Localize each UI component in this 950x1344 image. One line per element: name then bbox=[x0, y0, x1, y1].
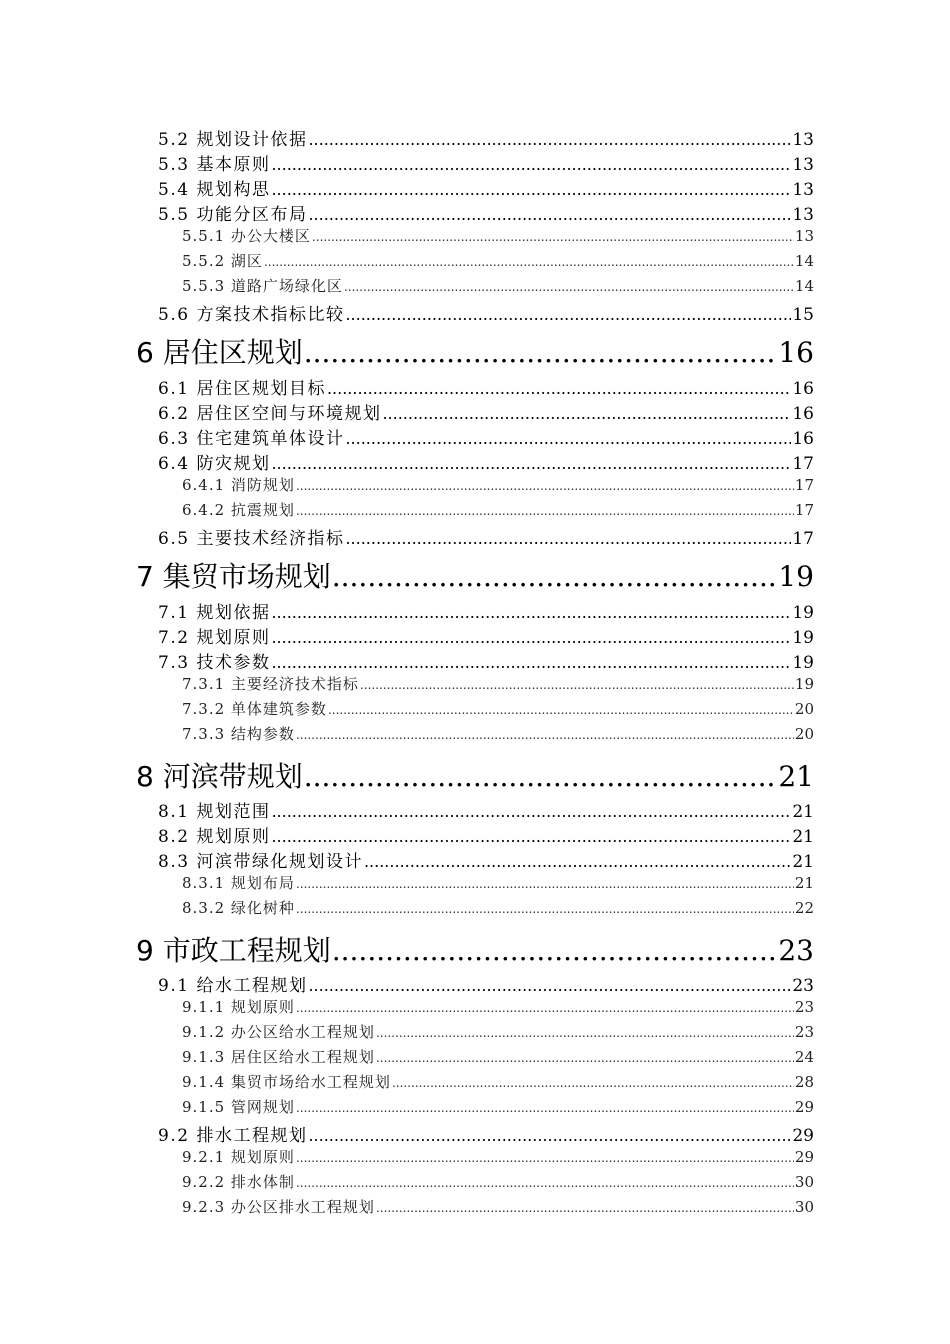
toc-entry-title: 9.2 排水工程规划 bbox=[158, 1126, 308, 1146]
toc-section-entry[interactable] bbox=[158, 175, 814, 199]
toc-dot-leader bbox=[271, 155, 791, 174]
toc-dot-leader bbox=[296, 1151, 794, 1165]
toc-entry-title: 8.3 河滨带绿化规划设计 bbox=[158, 852, 363, 872]
toc-section-entry[interactable] bbox=[158, 300, 814, 324]
toc-dot-leader bbox=[308, 1126, 791, 1145]
toc-section-entry[interactable] bbox=[158, 971, 814, 995]
toc-page-number: 21 bbox=[792, 827, 814, 847]
toc-entry-title: 5.5.3 道路广场绿化区 bbox=[182, 277, 343, 295]
toc-dot-leader bbox=[271, 653, 791, 672]
toc-page-number: 23 bbox=[794, 998, 814, 1016]
toc-page-number: 16 bbox=[778, 336, 814, 369]
toc-page-number: 17 bbox=[794, 501, 814, 519]
toc-page-number: 19 bbox=[794, 675, 814, 693]
toc-entry-title: 6.4.1 消防规划 bbox=[182, 476, 295, 494]
toc-dot-leader bbox=[296, 728, 794, 742]
toc-entry-title: 8 河滨带规划 bbox=[136, 760, 303, 793]
toc-dot-leader bbox=[360, 678, 794, 692]
toc-page-number: 23 bbox=[778, 934, 814, 967]
toc-dot-leader bbox=[345, 429, 791, 448]
toc-subsection-entry[interactable] bbox=[182, 499, 814, 521]
toc-dot-leader bbox=[308, 976, 791, 995]
toc-page-number: 30 bbox=[794, 1198, 814, 1216]
toc-page-number: 28 bbox=[794, 1073, 814, 1091]
toc-dot-leader bbox=[296, 504, 794, 518]
toc-dot-leader bbox=[296, 877, 794, 891]
toc-subsection-entry[interactable] bbox=[182, 1021, 814, 1043]
toc-page-number: 17 bbox=[794, 476, 814, 494]
toc-entry-title: 9.2.1 规划原则 bbox=[182, 1148, 295, 1166]
toc-page-number: 29 bbox=[794, 1148, 814, 1166]
toc-chapter-entry[interactable] bbox=[136, 555, 814, 597]
toc-dot-leader bbox=[296, 1101, 794, 1115]
toc-page-number: 19 bbox=[778, 560, 814, 593]
toc-dot-leader bbox=[332, 934, 778, 967]
toc-entry-title: 9.1 给水工程规划 bbox=[158, 976, 308, 996]
toc-entry-title: 7.3.3 结构参数 bbox=[182, 725, 295, 743]
toc-entry-title: 5.2 规划设计依据 bbox=[158, 130, 308, 150]
toc-page-number: 22 bbox=[794, 899, 814, 917]
toc-entry-title: 7.3.2 单体建筑参数 bbox=[182, 700, 327, 718]
toc-section-entry[interactable] bbox=[158, 623, 814, 647]
toc-dot-leader bbox=[271, 827, 791, 846]
toc-dot-leader bbox=[271, 628, 791, 647]
toc-section-entry[interactable] bbox=[158, 1121, 814, 1145]
toc-page-number: 29 bbox=[794, 1098, 814, 1116]
toc-section-entry[interactable] bbox=[158, 374, 814, 398]
toc-subsection-entry[interactable] bbox=[182, 1071, 814, 1093]
toc-entry-title: 8.3.1 规划布局 bbox=[182, 874, 295, 892]
toc-subsection-entry[interactable] bbox=[182, 698, 814, 720]
toc-page-number: 14 bbox=[794, 277, 814, 295]
toc-entry-title: 9.1.4 集贸市场给水工程规划 bbox=[182, 1073, 391, 1091]
toc-section-entry[interactable] bbox=[158, 399, 814, 423]
toc-dot-leader bbox=[345, 305, 791, 324]
toc-dot-leader bbox=[296, 479, 794, 493]
toc-entry-title: 5.5 功能分区布局 bbox=[158, 205, 308, 225]
toc-dot-leader bbox=[376, 1201, 794, 1215]
toc-entry-title: 6 居住区规划 bbox=[136, 336, 303, 369]
toc-page-number: 21 bbox=[778, 760, 814, 793]
toc-section-entry[interactable] bbox=[158, 524, 814, 548]
toc-section-entry[interactable] bbox=[158, 648, 814, 672]
toc-section-entry[interactable] bbox=[158, 424, 814, 448]
toc-subsection-entry[interactable] bbox=[182, 1046, 814, 1068]
toc-dot-leader bbox=[296, 1001, 794, 1015]
toc-dot-leader bbox=[382, 404, 791, 423]
toc-page-number: 14 bbox=[794, 252, 814, 270]
toc-dot-leader bbox=[345, 529, 791, 548]
toc-entry-title: 9.1.1 规划原则 bbox=[182, 998, 295, 1016]
toc-page-number: 20 bbox=[794, 700, 814, 718]
toc-entry-title: 9.2.3 办公区排水工程规划 bbox=[182, 1198, 375, 1216]
toc-dot-leader bbox=[312, 230, 794, 244]
toc-page-number: 21 bbox=[794, 874, 814, 892]
toc-dot-leader bbox=[271, 454, 791, 473]
toc-page-number: 21 bbox=[792, 802, 814, 822]
toc-page-number: 16 bbox=[792, 379, 814, 399]
toc-dot-leader bbox=[264, 255, 794, 269]
toc-entry-title: 6.1 居住区规划目标 bbox=[158, 379, 326, 399]
toc-chapter-entry[interactable] bbox=[136, 331, 814, 373]
toc-page-number: 21 bbox=[792, 852, 814, 872]
toc-page-number: 13 bbox=[794, 227, 814, 245]
toc-page-number: 19 bbox=[792, 603, 814, 623]
toc-dot-leader bbox=[296, 902, 794, 916]
toc-section-entry[interactable] bbox=[158, 847, 814, 871]
toc-entry-title: 9.1.3 居住区给水工程规划 bbox=[182, 1048, 375, 1066]
toc-chapter-entry[interactable] bbox=[136, 755, 814, 797]
toc-subsection-entry[interactable] bbox=[182, 897, 814, 919]
toc-entry-title: 7.2 规划原则 bbox=[158, 628, 271, 648]
toc-page-number: 15 bbox=[792, 305, 814, 325]
toc-page-number: 17 bbox=[792, 454, 814, 474]
toc-subsection-entry[interactable] bbox=[182, 225, 814, 247]
toc-page-number: 17 bbox=[792, 529, 814, 549]
toc-page-number: 16 bbox=[792, 429, 814, 449]
toc-entry-title: 9.1.5 管网规划 bbox=[182, 1098, 295, 1116]
toc-dot-leader bbox=[308, 205, 791, 224]
toc-entry-title: 6.2 居住区空间与环境规划 bbox=[158, 404, 382, 424]
toc-subsection-entry[interactable] bbox=[182, 996, 814, 1018]
toc-entry-title: 7 集贸市场规划 bbox=[136, 560, 331, 593]
toc-dot-leader bbox=[327, 379, 791, 398]
toc-dot-leader bbox=[308, 130, 791, 149]
toc-page-number: 19 bbox=[792, 628, 814, 648]
toc-entry-title: 6.5 主要技术经济指标 bbox=[158, 529, 345, 549]
toc-dot-leader bbox=[304, 336, 778, 369]
toc-page-number: 13 bbox=[792, 130, 814, 150]
toc-dot-leader bbox=[328, 703, 794, 717]
toc-section-entry[interactable] bbox=[158, 797, 814, 821]
toc-dot-leader bbox=[344, 280, 794, 294]
toc-entry-title: 6.3 住宅建筑单体设计 bbox=[158, 429, 345, 449]
toc-subsection-entry[interactable] bbox=[182, 1096, 814, 1118]
toc-entry-title: 9.1.2 办公区给水工程规划 bbox=[182, 1023, 375, 1041]
toc-dot-leader bbox=[376, 1026, 794, 1040]
toc-page-number: 30 bbox=[794, 1173, 814, 1191]
toc-page-number: 24 bbox=[794, 1048, 814, 1066]
toc-entry-title: 8.2 规划原则 bbox=[158, 827, 271, 847]
toc-entry-title: 5.4 规划构思 bbox=[158, 180, 271, 200]
toc-page-number: 13 bbox=[792, 180, 814, 200]
toc-page-number: 23 bbox=[794, 1023, 814, 1041]
toc-entry-title: 9 市政工程规划 bbox=[136, 934, 331, 967]
toc-page-number: 19 bbox=[792, 653, 814, 673]
toc-entry-title: 9.2.2 排水体制 bbox=[182, 1173, 295, 1191]
toc-subsection-entry[interactable] bbox=[182, 474, 814, 496]
toc-entry-title: 6.4 防灾规划 bbox=[158, 454, 271, 474]
toc-section-entry[interactable] bbox=[158, 125, 814, 149]
toc-dot-leader bbox=[296, 1176, 794, 1190]
toc-chapter-entry[interactable] bbox=[136, 929, 814, 971]
toc-entry-title: 8.3.2 绿化树种 bbox=[182, 899, 295, 917]
toc-page-number: 13 bbox=[792, 205, 814, 225]
toc-page-number: 13 bbox=[792, 155, 814, 175]
toc-subsection-entry[interactable] bbox=[182, 1196, 814, 1218]
toc-section-entry[interactable] bbox=[158, 598, 814, 622]
toc-entry-title: 5.6 方案技术指标比较 bbox=[158, 305, 345, 325]
toc-page-number: 23 bbox=[792, 976, 814, 996]
toc-subsection-entry[interactable] bbox=[182, 872, 814, 894]
toc-page-number: 16 bbox=[792, 404, 814, 424]
toc-entry-title: 5.3 基本原则 bbox=[158, 155, 271, 175]
toc-dot-leader bbox=[376, 1051, 794, 1065]
toc-entry-title: 5.5.2 湖区 bbox=[182, 252, 263, 270]
toc-dot-leader bbox=[271, 802, 791, 821]
toc-subsection-entry[interactable] bbox=[182, 1171, 814, 1193]
toc-section-entry[interactable] bbox=[158, 150, 814, 174]
toc-dot-leader bbox=[364, 852, 791, 871]
toc-entry-title: 6.4.2 抗震规划 bbox=[182, 501, 295, 519]
toc-dot-leader bbox=[392, 1076, 794, 1090]
toc-section-entry[interactable] bbox=[158, 822, 814, 846]
toc-dot-leader bbox=[332, 560, 778, 593]
toc-entry-title: 7.1 规划依据 bbox=[158, 603, 271, 623]
toc-subsection-entry[interactable] bbox=[182, 673, 814, 695]
toc-section-entry[interactable] bbox=[158, 200, 814, 224]
toc-subsection-entry[interactable] bbox=[182, 250, 814, 272]
toc-dot-leader bbox=[304, 760, 778, 793]
toc-page-number: 20 bbox=[794, 725, 814, 743]
toc-entry-title: 7.3 技术参数 bbox=[158, 653, 271, 673]
toc-dot-leader bbox=[271, 603, 791, 622]
toc-entry-title: 7.3.1 主要经济技术指标 bbox=[182, 675, 359, 693]
toc-entry-title: 8.1 规划范围 bbox=[158, 802, 271, 822]
toc-entry-title: 5.5.1 办公大楼区 bbox=[182, 227, 311, 245]
toc-section-entry[interactable] bbox=[158, 449, 814, 473]
toc-subsection-entry[interactable] bbox=[182, 723, 814, 745]
toc-dot-leader bbox=[271, 180, 791, 199]
toc-subsection-entry[interactable] bbox=[182, 1146, 814, 1168]
toc-page-number: 29 bbox=[792, 1126, 814, 1146]
toc-subsection-entry[interactable] bbox=[182, 275, 814, 297]
